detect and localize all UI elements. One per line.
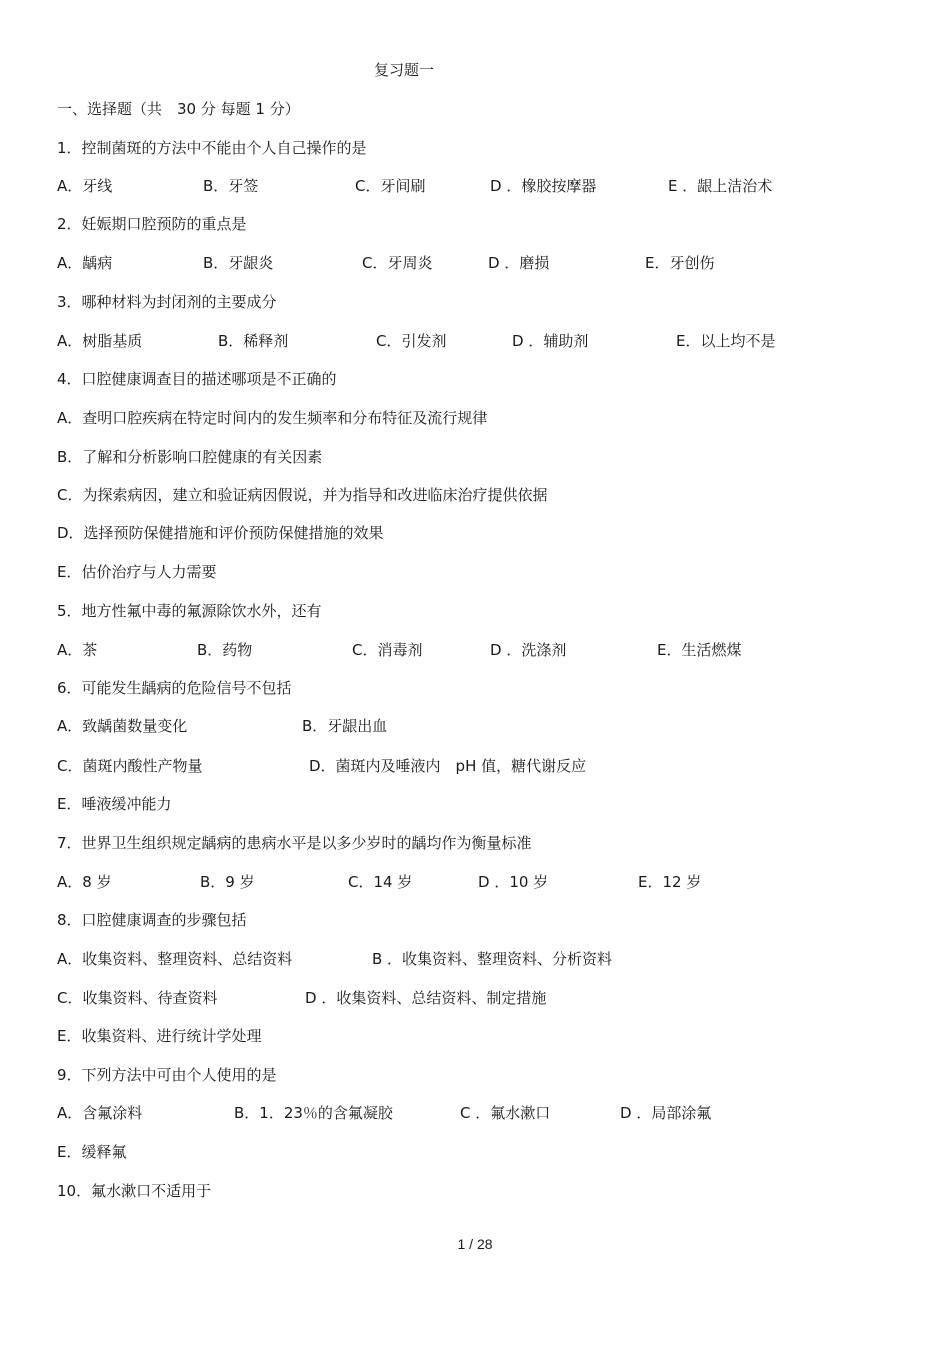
question-stem: 3．哪种材料为封闭剂的主要成分 xyxy=(57,293,277,311)
answer-option: B．稀释剂 xyxy=(218,332,289,350)
answer-option: B．牙龈炎 xyxy=(203,254,274,272)
answer-option: B．牙龈出血 xyxy=(302,717,388,735)
answer-option: E．唾液缓冲能力 xyxy=(57,795,172,813)
answer-option: A．茶 xyxy=(57,641,98,659)
page-number: 1 / 28 xyxy=(457,1236,493,1252)
answer-option: B．1．23％的含氟凝胶 xyxy=(234,1104,393,1122)
section-heading: 一、选择题（共 30 分 每题 1 分） xyxy=(57,100,300,118)
question-stem: 2．妊娠期口腔预防的重点是 xyxy=(57,215,247,233)
answer-option: C．14 岁 xyxy=(348,873,413,891)
answer-option: B．了解和分析影响口腔健康的有关因素 xyxy=(57,448,323,466)
answer-option: B．药物 xyxy=(197,641,253,659)
answer-option: E．12 岁 xyxy=(638,873,702,891)
answer-option: C．收集资料、待查资料 xyxy=(57,989,218,1007)
answer-option: E．以上均不是 xyxy=(676,332,776,350)
answer-option: D ．10 岁 xyxy=(478,873,549,891)
question-stem: 8．口腔健康调查的步骤包括 xyxy=(57,911,247,929)
answer-option: A．树脂基质 xyxy=(57,332,143,350)
answer-option: D ．磨损 xyxy=(488,254,550,272)
question-stem: 7．世界卫生组织规定龋病的患病水平是以多少岁时的龋均作为衡量标准 xyxy=(57,834,532,852)
answer-option: C．牙周炎 xyxy=(362,254,433,272)
answer-option: E ．龈上洁治术 xyxy=(668,177,773,195)
answer-option: A．牙线 xyxy=(57,177,113,195)
question-stem: 10．氟水漱口不适用于 xyxy=(57,1182,212,1200)
question-stem: 4．口腔健康调查目的描述哪项是不正确的 xyxy=(57,370,337,388)
answer-option: D ．局部涂氟 xyxy=(620,1104,712,1122)
answer-option: D．选择预防保健措施和评价预防保健措施的效果 xyxy=(57,524,384,542)
answer-option: C．引发剂 xyxy=(376,332,447,350)
answer-option: A．致龋菌数量变化 xyxy=(57,717,188,735)
answer-option: A．查明口腔疾病在特定时间内的发生频率和分布特征及流行规律 xyxy=(57,409,488,427)
document-title: 复习题一 xyxy=(374,61,435,79)
answer-option: D ．橡胶按摩器 xyxy=(490,177,597,195)
answer-option: A．含氟涂料 xyxy=(57,1104,143,1122)
answer-option: E．生活燃煤 xyxy=(657,641,742,659)
answer-option: B．9 岁 xyxy=(200,873,255,891)
question-stem: 6．可能发生龋病的危险信号不包括 xyxy=(57,679,292,697)
answer-option: C．菌斑内酸性产物量 xyxy=(57,757,203,775)
question-stem: 1．控制菌斑的方法中不能由个人自己操作的是 xyxy=(57,139,367,157)
question-stem: 9．下列方法中可由个人使用的是 xyxy=(57,1066,277,1084)
answer-option: D ．辅助剂 xyxy=(512,332,589,350)
answer-option: C．牙间刷 xyxy=(355,177,426,195)
answer-option: A．龋病 xyxy=(57,254,113,272)
answer-option: D ．洗涤剂 xyxy=(490,641,567,659)
answer-option: B．牙签 xyxy=(203,177,259,195)
answer-option: C．为探索病因，建立和验证病因假说，并为指导和改进临床治疗提供依据 xyxy=(57,486,548,504)
answer-option: E．牙创伤 xyxy=(645,254,715,272)
answer-option: A．收集资料、整理资料、总结资料 xyxy=(57,950,293,968)
answer-option: C．消毒剂 xyxy=(352,641,423,659)
question-stem: 5．地方性氟中毒的氟源除饮水外，还有 xyxy=(57,602,322,620)
answer-option: A．8 岁 xyxy=(57,873,112,891)
answer-option: D ．收集资料、总结资料、制定措施 xyxy=(305,989,547,1007)
answer-option: E．估价治疗与人力需要 xyxy=(57,563,217,581)
answer-option: C ．氟水漱口 xyxy=(460,1104,551,1122)
answer-option: D．菌斑内及唾液内 pH 值，糖代谢反应 xyxy=(309,757,587,775)
answer-option: E．缓释氟 xyxy=(57,1143,127,1161)
answer-option: B ．收集资料、整理资料、分析资料 xyxy=(372,950,613,968)
answer-option: E．收集资料、进行统计学处理 xyxy=(57,1027,262,1045)
